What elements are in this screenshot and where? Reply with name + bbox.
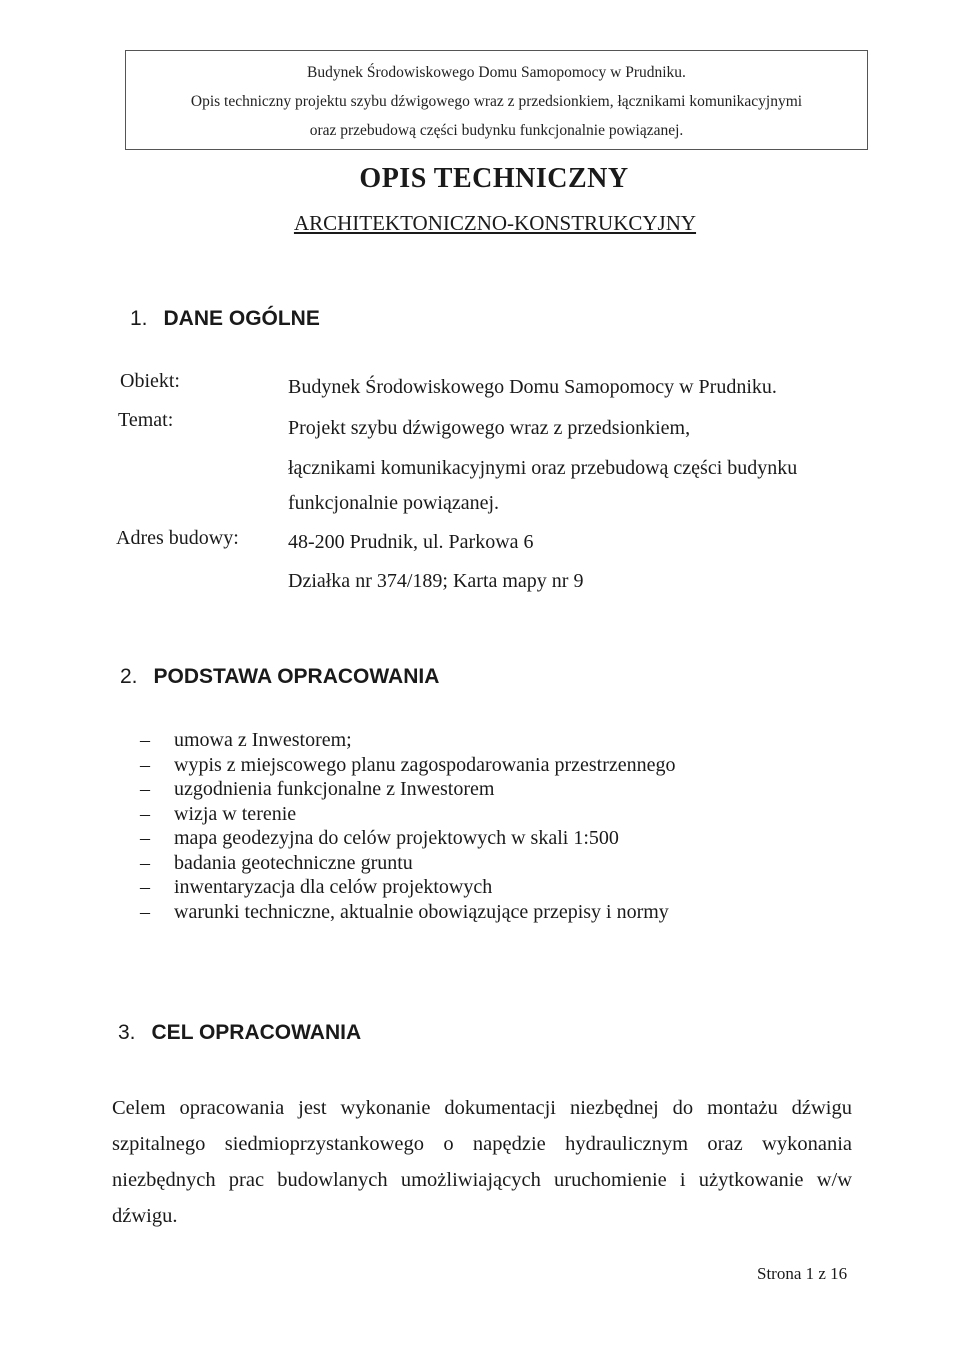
list-item: [140, 826, 676, 851]
basis-list: [140, 728, 676, 924]
document-subtitle: ARCHITEKTONICZNO-KONSTRUKCYJNY: [293, 211, 697, 235]
section-3-title: CEL OPRACOWANIA: [151, 1021, 362, 1044]
list-item: [140, 777, 676, 802]
list-dash: –: [140, 802, 150, 825]
list-item: [140, 802, 676, 827]
list-item-text: wypis z miejscowego planu zagospodarowania przestrzennego: [174, 753, 676, 776]
section-1-number: 1.: [130, 307, 148, 330]
page-number: Strona 1 z 16: [757, 1264, 848, 1283]
obiekt-label: Obiekt:: [120, 370, 180, 392]
adres-label: Adres budowy:: [116, 527, 239, 549]
list-item: [140, 728, 676, 753]
section-1-heading: [130, 307, 320, 331]
header-line-3: oraz przebudową części budynku funkcjonalnie powiązanej.: [309, 122, 684, 139]
list-item-text: warunki techniczne, aktualnie obowiązujące przepisy i normy: [174, 900, 669, 923]
document-header: [125, 50, 868, 150]
list-item-text: mapa geodezyjna do celów projektowych w skali 1:500: [174, 827, 619, 849]
section-1-title: DANE OGÓLNE: [163, 307, 320, 330]
adres-line-2: Działka nr 374/189; Karta mapy nr 9: [288, 570, 584, 592]
list-dash: –: [140, 851, 150, 874]
section-2-heading: [120, 665, 439, 689]
list-dash: –: [140, 778, 150, 800]
header-line-1: Budynek Środowiskowego Domu Samopomocy w Prudniku.: [307, 64, 686, 81]
list-dash: –: [140, 729, 150, 751]
document-title: OPIS TECHNICZNY: [359, 163, 629, 194]
temat-line-3: funkcjonalnie powiązanej.: [288, 492, 500, 514]
list-dash: –: [140, 876, 150, 898]
list-item: [140, 875, 676, 900]
list-dash: –: [140, 753, 150, 776]
temat-line-2: łącznikami komunikacyjnymi oraz przebudową części budynku: [288, 457, 798, 479]
section-2-title: PODSTAWA OPRACOWANIA: [153, 665, 440, 688]
obiekt-value: Budynek Środowiskowego Domu Samopomocy w Prudniku.: [288, 376, 777, 398]
list-dash: –: [140, 900, 150, 923]
temat-label: Temat:: [118, 409, 174, 431]
section-3-number: 3.: [118, 1021, 136, 1044]
list-item: [140, 900, 676, 925]
list-item-text: badania geotechniczne gruntu: [174, 851, 413, 874]
list-item: [140, 851, 676, 876]
temat-line-1: Projekt szybu dźwigowego wraz z przedsionkiem,: [288, 417, 691, 439]
section-3-heading: [118, 1021, 361, 1045]
adres-line-1: 48-200 Prudnik, ul. Parkowa 6: [288, 531, 534, 553]
list-item-text: inwentaryzacja dla celów projektowych: [174, 876, 493, 898]
list-dash: –: [140, 827, 150, 849]
list-item-text: umowa z Inwestorem;: [174, 729, 352, 751]
list-item-text: uzgodnienia funkcjonalne z Inwestorem: [174, 778, 495, 800]
header-line-2: Opis techniczny projektu szybu dźwigowego wraz z przedsionkiem, łącznikami komunikacyjnymi: [190, 93, 803, 110]
section-2-number: 2.: [120, 665, 138, 688]
list-item: [140, 753, 676, 778]
list-item-text: wizja w terenie: [174, 802, 297, 825]
section-3-paragraph: Celem opracowania jest wykonanie dokumentacji niezbędnej do montażu dźwigu szpitalnego siedmioprzystankowego o napędzie hydraulicznym oraz wykonania niezbędnych prac budowlanych umożliwiających uruchomienie i użytkowanie w/w dźwigu.: [112, 1097, 852, 1227]
